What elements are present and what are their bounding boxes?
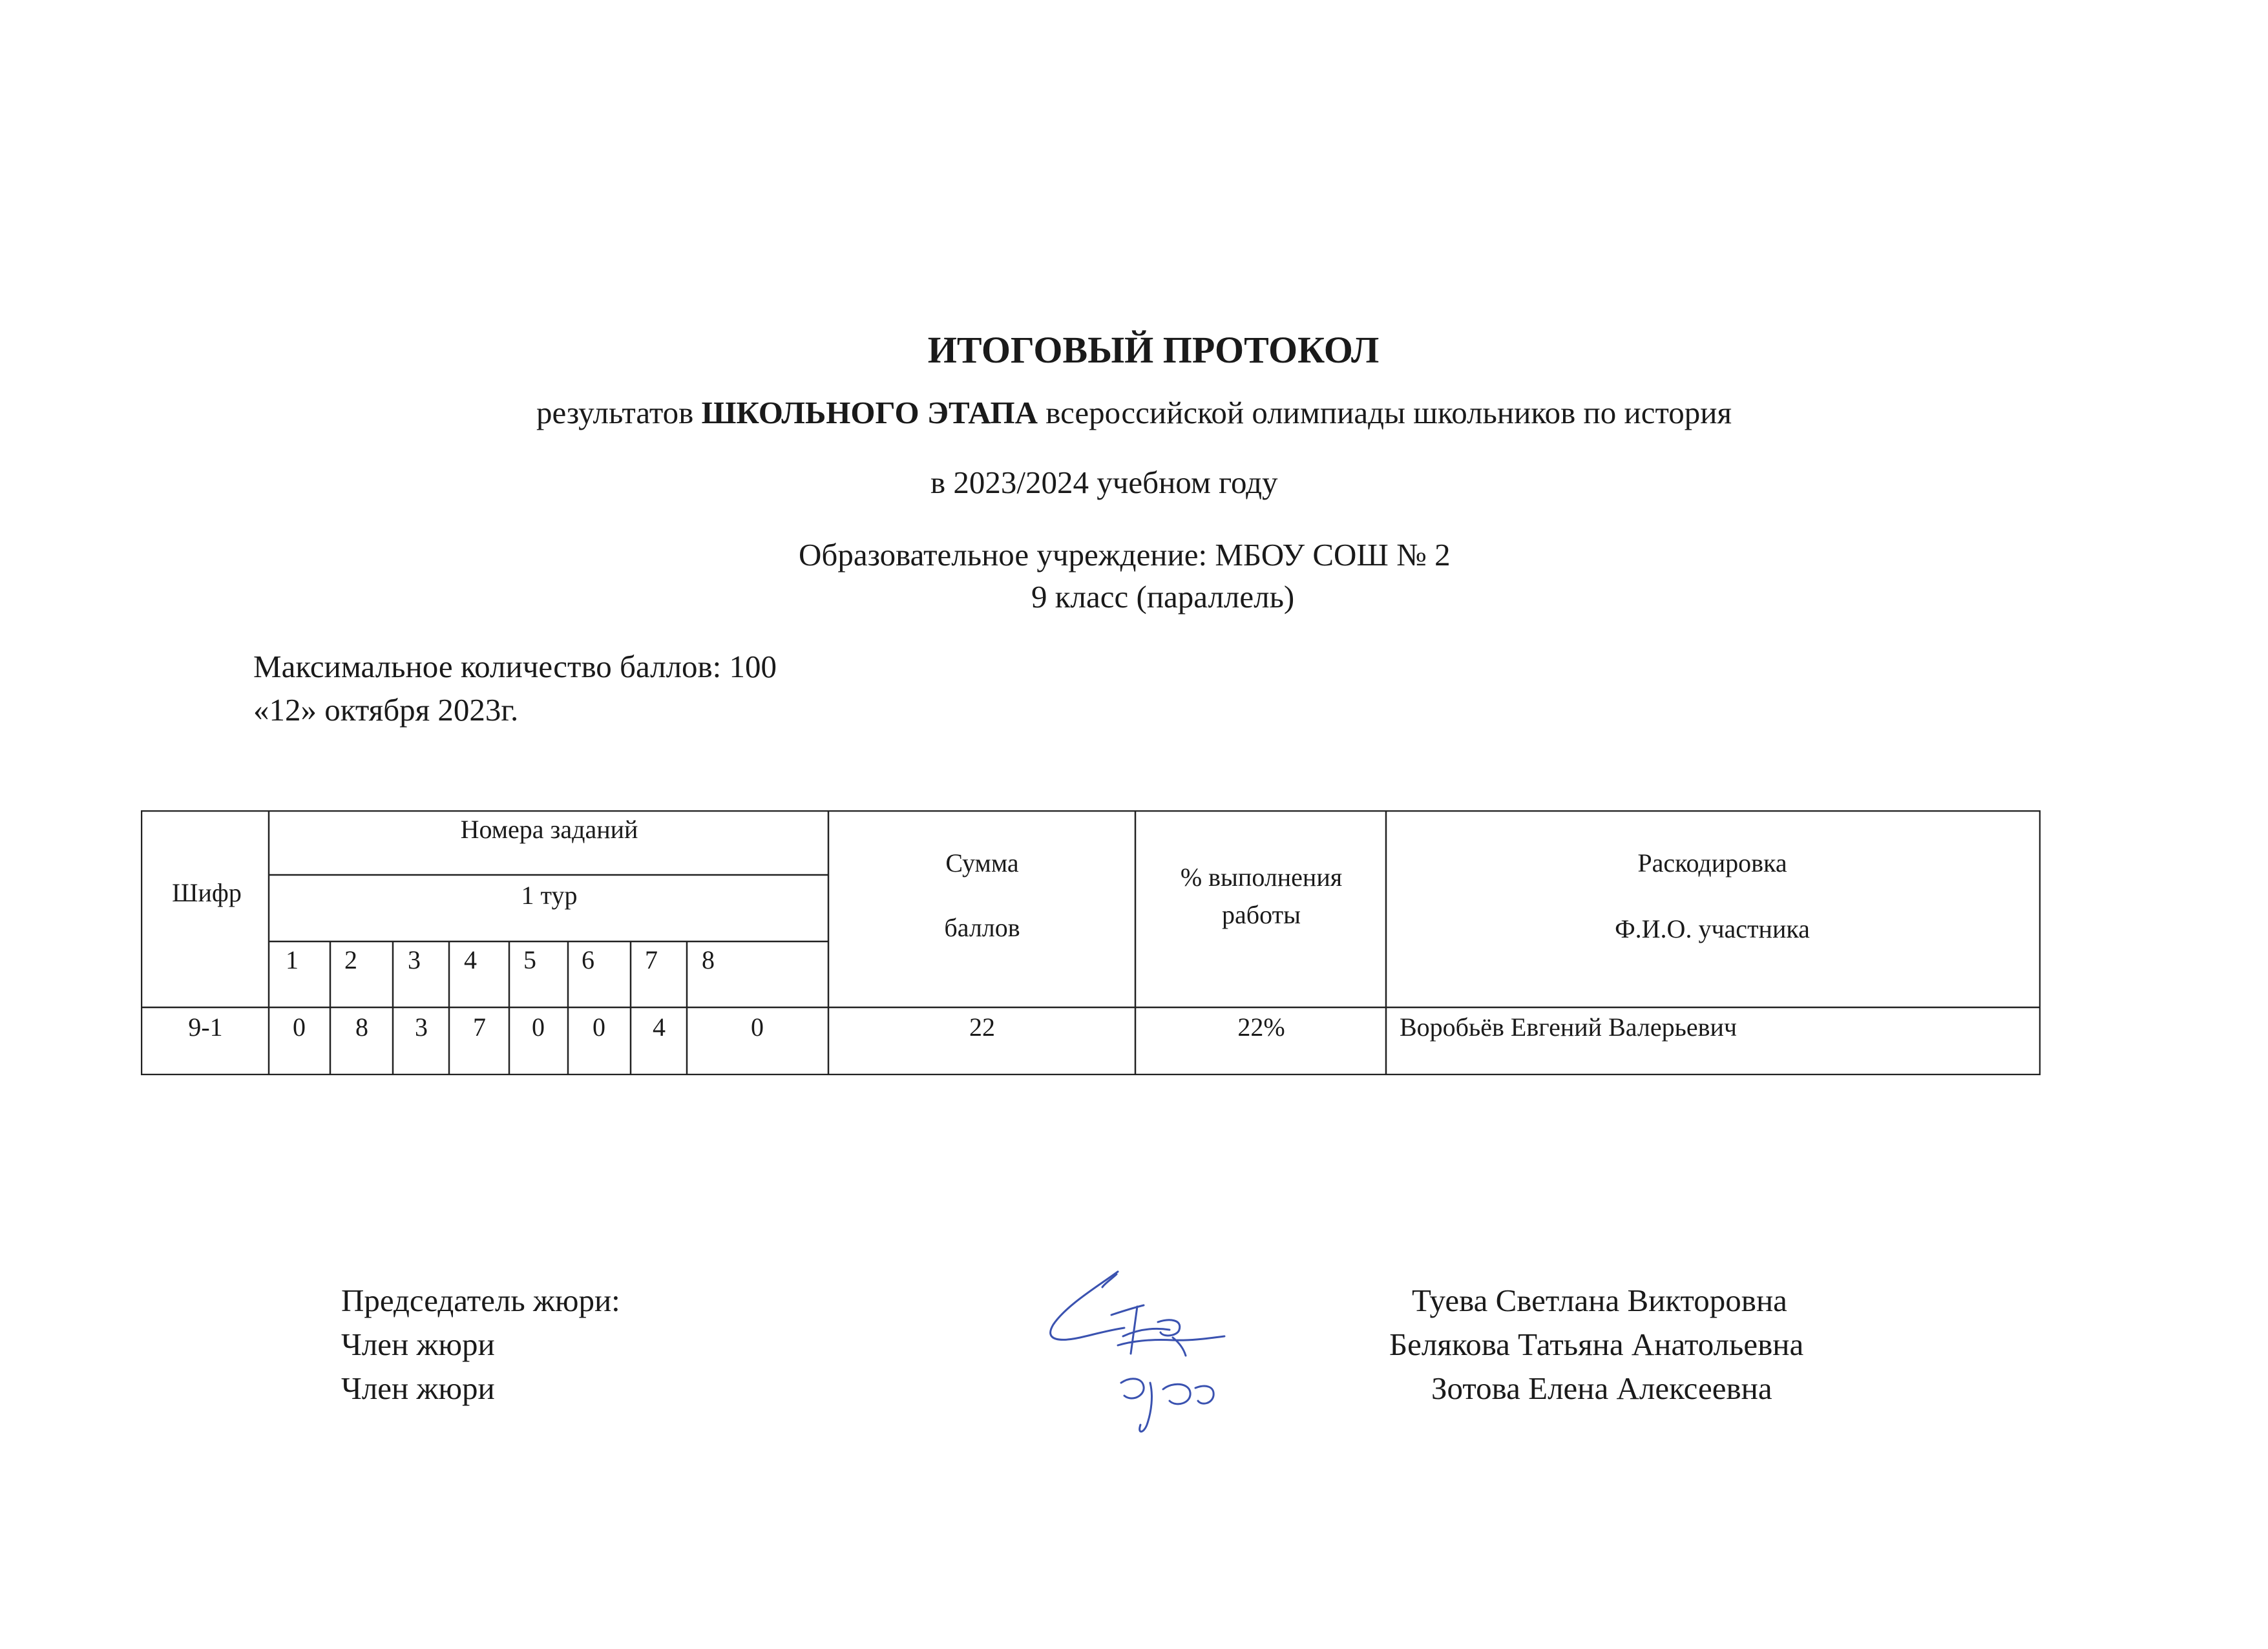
grade-parallel: 9 класс (параллель) <box>1031 579 1295 614</box>
row-score-5: 0 <box>532 1013 545 1042</box>
protocol-subtitle <box>0 394 2268 431</box>
row-code: 9-1 <box>188 1013 223 1042</box>
jury-chair-name: Туева Светлана Викторовна <box>1412 1283 1787 1318</box>
row-score-4: 7 <box>473 1013 486 1042</box>
header-decode-line1: Раскодировка <box>1637 848 1787 877</box>
task-number-2: 2 <box>344 945 357 974</box>
subtitle-prefix: результатов <box>536 395 702 430</box>
jury-chair-label: Председатель жюри: <box>341 1283 620 1318</box>
header-percent-line1: % выполнения <box>1180 863 1343 892</box>
jury-member2-name: Зотова Елена Алексеевна <box>1431 1371 1772 1406</box>
task-number-3: 3 <box>408 945 421 974</box>
task-number-8: 8 <box>702 945 715 974</box>
subtitle-stage: ШКОЛЬНОГО ЭТАПА <box>701 395 1038 430</box>
jury-member2-label: Член жюри <box>341 1371 495 1406</box>
subtitle-suffix: всероссийской олимпиады школьников по история <box>1037 395 1732 430</box>
header-round: 1 тур <box>521 881 578 910</box>
header-task-numbers: Номера заданий <box>460 815 638 844</box>
row-score-2: 8 <box>355 1013 368 1042</box>
header-sum-line2: баллов <box>944 913 1020 942</box>
row-score-8: 0 <box>751 1013 764 1042</box>
protocol-title: ИТОГОВЫЙ ПРОТОКОЛ <box>927 329 1380 371</box>
header-sum-line1: Сумма <box>945 848 1019 877</box>
header-code: Шифр <box>172 878 242 907</box>
row-percent: 22% <box>1237 1013 1285 1042</box>
max-points: Максимальное количество баллов: 100 <box>253 649 777 684</box>
task-number-1: 1 <box>286 945 299 974</box>
protocol-date: «12» октября 2023г. <box>253 692 519 728</box>
row-score-6: 0 <box>593 1013 605 1042</box>
row-participant-name: Воробьёв Евгений Валерьевич <box>1400 1013 1737 1042</box>
row-sum: 22 <box>969 1013 995 1042</box>
task-number-5: 5 <box>523 945 536 974</box>
school-year: в 2023/2024 учебном году <box>930 465 1278 500</box>
task-number-7: 7 <box>645 945 658 974</box>
row-score-7: 4 <box>653 1013 666 1042</box>
header-decode-line2: Ф.И.О. участника <box>1615 914 1810 943</box>
row-score-1: 0 <box>293 1013 306 1042</box>
task-number-4: 4 <box>464 945 477 974</box>
jury-member1-label: Член жюри <box>341 1327 495 1362</box>
jury-member1-name: Белякова Татьяна Анатольевна <box>1389 1327 1804 1362</box>
task-number-6: 6 <box>582 945 594 974</box>
row-score-3: 3 <box>415 1013 428 1042</box>
header-percent-line2: работы <box>1222 900 1301 929</box>
institution-name: Образовательное учреждение: МБОУ СОШ № 2 <box>799 537 1451 572</box>
handwritten-signature-icon <box>1040 1260 1279 1454</box>
